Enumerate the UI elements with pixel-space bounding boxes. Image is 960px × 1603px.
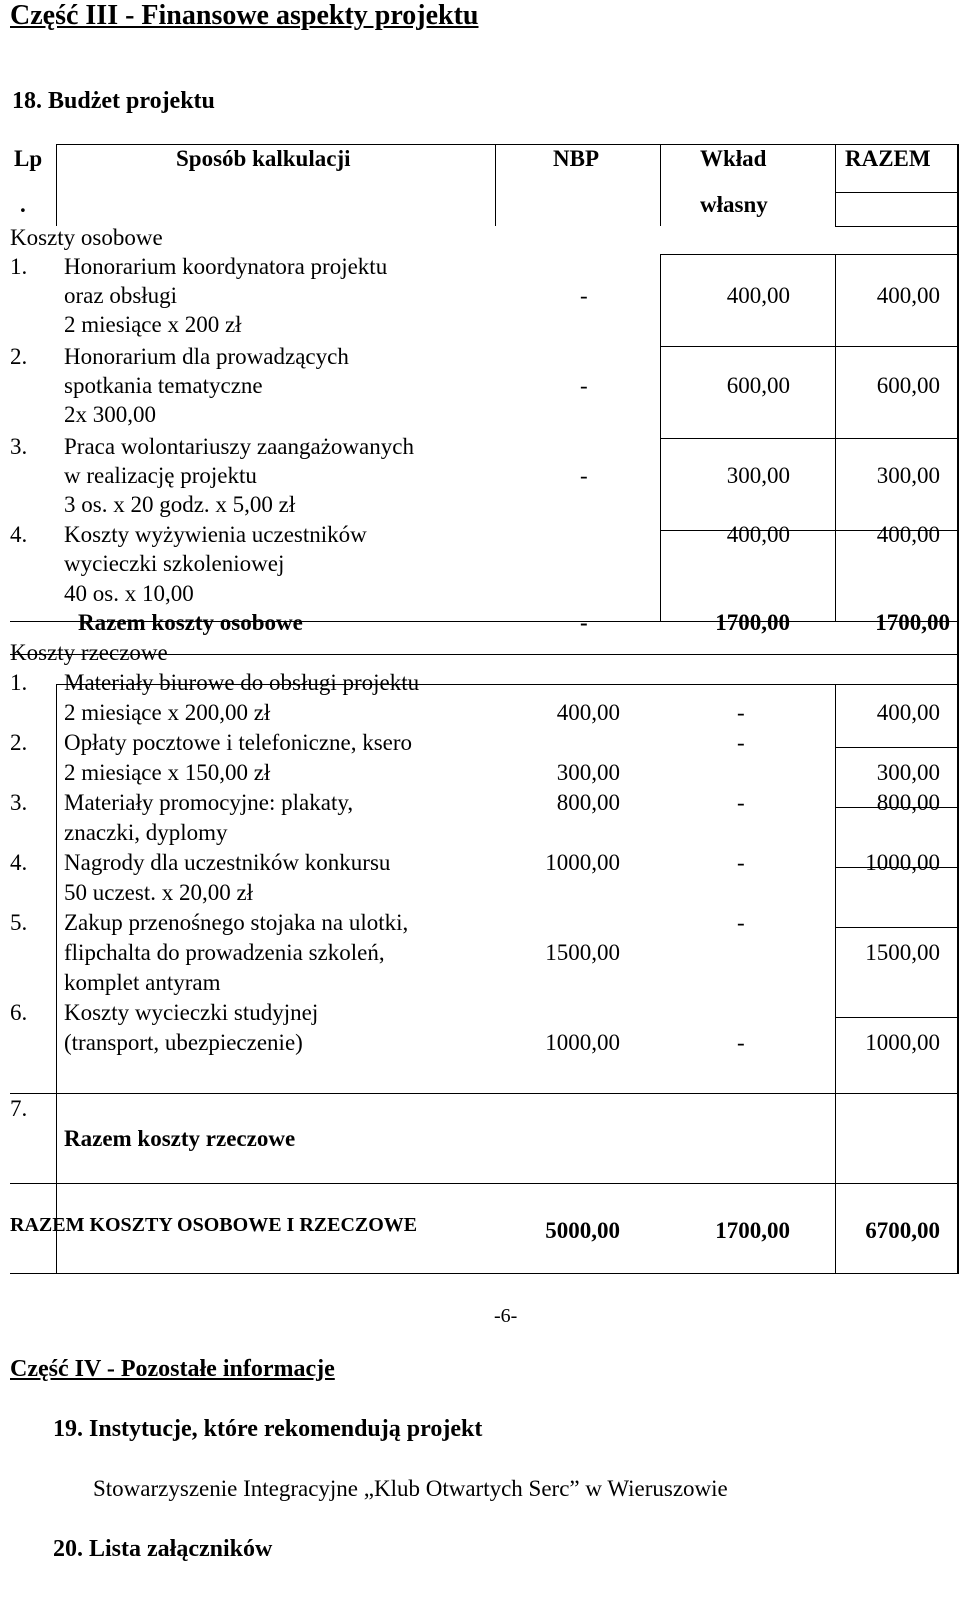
table-border xyxy=(835,1017,959,1018)
row-description: 2 miesiące x 200 zł xyxy=(64,312,242,337)
row-number: 4. xyxy=(10,522,28,547)
section-heading: 19. Instytucje, które rekomendują projekt xyxy=(53,1416,483,1442)
row-description: 40 os. x 10,00 xyxy=(64,581,194,606)
row-number: 1. xyxy=(10,670,28,695)
row-description: flipchalta do prowadzenia szkoleń, xyxy=(64,940,385,965)
table-border xyxy=(660,144,661,226)
table-border xyxy=(835,192,959,193)
header-lp-dot: . xyxy=(20,192,26,217)
grand-total-label: RAZEM KOSZTY OSOBOWE I RZECZOWE xyxy=(10,1214,418,1236)
row-description: Zakup przenośnego stojaka na ulotki, xyxy=(64,910,409,935)
table-border xyxy=(660,346,959,347)
subtotal-label: Razem koszty rzeczowe xyxy=(64,1126,296,1151)
header-total: RAZEM xyxy=(845,146,931,171)
cell-nbp: - xyxy=(580,373,588,398)
cell-own: 300,00 xyxy=(726,463,790,488)
table-border xyxy=(660,254,959,255)
budget-heading: 18. Budżet projektu xyxy=(12,88,215,114)
row-number: 1. xyxy=(10,254,28,279)
table-border xyxy=(10,1093,959,1094)
row-description: oraz obsługi xyxy=(64,283,178,308)
institution-name: Stowarzyszenie Integracyjne „Klub Otwartych Serc” w Wieruszowie xyxy=(93,1476,728,1501)
table-border xyxy=(835,747,959,748)
cell-own: - xyxy=(737,1030,745,1055)
table-border xyxy=(835,927,959,928)
row-description: Materiały promocyjne: plakaty, xyxy=(64,790,354,815)
grand-total-total: 6700,00 xyxy=(865,1218,940,1243)
header-own-contribution-2: własny xyxy=(700,192,768,217)
section-heading: 20. Lista załączników xyxy=(53,1536,273,1562)
row-description: Koszty wyżywienia uczestników xyxy=(64,522,367,547)
cell-own: - xyxy=(737,790,745,815)
cell-nbp: 300,00 xyxy=(556,760,620,785)
row-description: w realizację projektu xyxy=(64,463,257,488)
row-description: 3 os. x 20 godz. x 5,00 zł xyxy=(64,492,296,517)
table-border xyxy=(660,438,959,439)
header-own-contribution: Wkład xyxy=(700,146,767,171)
row-number: 3. xyxy=(10,434,28,459)
grand-total-nbp: 5000,00 xyxy=(545,1218,620,1243)
row-description: znaczki, dyplomy xyxy=(64,820,228,845)
row-description: (transport, ubezpieczenie) xyxy=(64,1030,303,1055)
table-border xyxy=(10,1273,959,1274)
row-number: 6. xyxy=(10,1000,28,1025)
row-description: Opłaty pocztowe i telefoniczne, ksero xyxy=(64,730,413,755)
header-method: Sposób kalkulacji xyxy=(176,146,351,171)
row-description: 2x 300,00 xyxy=(64,402,156,427)
row-number: 2. xyxy=(10,730,28,755)
table-border xyxy=(10,1183,959,1184)
subtotal-nbp: - xyxy=(580,610,588,635)
cell-own: 400,00 xyxy=(726,522,790,547)
subtotal-own: 1700,00 xyxy=(715,610,790,635)
subtotal-total: 1700,00 xyxy=(875,610,950,635)
cell-total: 600,00 xyxy=(876,373,940,398)
row-description: spotkania tematyczne xyxy=(64,373,263,398)
section-title: Część III - Finansowe aspekty projektu xyxy=(10,0,479,31)
cell-total: 400,00 xyxy=(876,283,940,308)
cell-total: 800,00 xyxy=(876,790,940,815)
cell-total: 300,00 xyxy=(876,760,940,785)
row-description: komplet antyram xyxy=(64,970,221,995)
table-border xyxy=(56,144,959,145)
cell-total: 400,00 xyxy=(876,700,940,725)
cell-nbp: - xyxy=(580,283,588,308)
row-description: 2 miesiące x 150,00 zł xyxy=(64,760,271,785)
cell-nbp: - xyxy=(580,463,588,488)
row-number: 3. xyxy=(10,790,28,815)
cell-own: - xyxy=(737,700,745,725)
row-description: Materiały biurowe do obsługi projektu xyxy=(64,670,420,695)
grand-total-own: 1700,00 xyxy=(715,1218,790,1243)
cell-total: 400,00 xyxy=(876,522,940,547)
cell-own: - xyxy=(737,850,745,875)
section-label-personal: Koszty osobowe xyxy=(10,225,163,250)
table-border xyxy=(957,144,959,1274)
cell-nbp: 1500,00 xyxy=(545,940,620,965)
cell-own: 600,00 xyxy=(726,373,790,398)
table-border xyxy=(835,144,836,226)
row-number: 2. xyxy=(10,344,28,369)
row-description: 2 miesiące x 200,00 zł xyxy=(64,700,271,725)
header-nbp: NBP xyxy=(553,146,599,171)
cell-own: - xyxy=(737,730,745,755)
table-border xyxy=(56,144,57,226)
subtotal-label: Razem koszty osobowe xyxy=(78,610,303,635)
section-title: Część IV - Pozostałe informacje xyxy=(10,1356,335,1382)
row-number: 5. xyxy=(10,910,28,935)
table-border xyxy=(495,144,496,226)
row-description: Koszty wycieczki studyjnej xyxy=(64,1000,319,1025)
cell-nbp: 1000,00 xyxy=(545,850,620,875)
row-description: Honorarium koordynatora projektu xyxy=(64,254,388,279)
row-description: Praca wolontariuszy zaangażowanych xyxy=(64,434,414,459)
header-lp: Lp xyxy=(14,146,43,171)
table-border xyxy=(835,226,959,227)
page-number: -6- xyxy=(494,1305,518,1327)
cell-total: 300,00 xyxy=(876,463,940,488)
cell-total: 1500,00 xyxy=(865,940,940,965)
row-description: wycieczki szkoleniowej xyxy=(64,551,285,576)
cell-own: 400,00 xyxy=(726,283,790,308)
cell-nbp: 1000,00 xyxy=(545,1030,620,1055)
table-border xyxy=(56,684,57,1274)
row-description: Honorarium dla prowadzących xyxy=(64,344,349,369)
cell-total: 1000,00 xyxy=(865,850,940,875)
cell-own: - xyxy=(737,910,745,935)
row-number: 7. xyxy=(10,1096,28,1121)
section-label-material: Koszty rzeczowe xyxy=(10,640,168,665)
cell-nbp: 400,00 xyxy=(556,700,620,725)
row-number: 4. xyxy=(10,850,28,875)
cell-nbp: 800,00 xyxy=(556,790,620,815)
row-description: 50 uczest. x 20,00 zł xyxy=(64,880,254,905)
cell-total: 1000,00 xyxy=(865,1030,940,1055)
row-description: Nagrody dla uczestników konkursu xyxy=(64,850,391,875)
